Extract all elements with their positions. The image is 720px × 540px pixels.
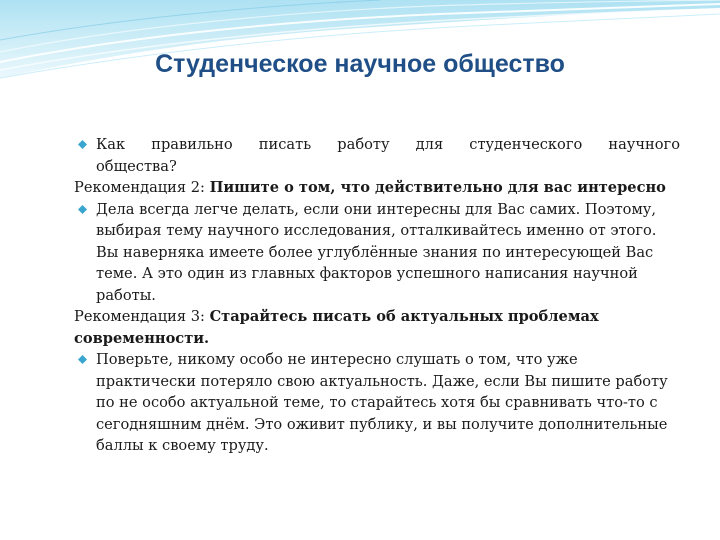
slide-title: Студенческое научное общество [155, 50, 565, 78]
bullet-icon [78, 205, 87, 214]
bullet-interest [74, 199, 680, 307]
bullet-question [74, 134, 680, 156]
bullet-interest-text: Дела всегда легче делать, если они интересны для Вас самих. Поэтому, выбирая тему научного исследования, отталкивайтесь именно от этого. Вы наверняка имеете более углублённые знания по интересующей Вас теме. А это один из главных факторов успешного написания научной работы. [96, 200, 657, 304]
bullet-relevance [74, 349, 680, 457]
bullet-relevance-text: Поверьте, никому особо не интересно слушать о том, что уже практически потеряло свою актуальность. Даже, если Вы пишите работу по не особо актуальной теме, то старайтесь хотя бы сравнивать что-то с сегодняшним днём. Это оживит публику, и вы получите дополнительные баллы к своему труду. [96, 351, 668, 454]
recommendation-2 [74, 177, 680, 199]
bullet-question-cont [74, 156, 680, 178]
recommendation-2-label: Рекомендация 2: [74, 179, 210, 196]
recommendation-3-text: Старайтесь писать об актуальных проблемах современности. [74, 308, 599, 347]
bullet-icon [78, 140, 87, 149]
slide-content [74, 134, 680, 457]
recommendation-3 [74, 306, 680, 349]
bullet-question-line2: общества? [96, 157, 177, 175]
recommendation-2-text: Пишите о том, что действительно для вас интересно [209, 179, 666, 196]
recommendation-3-label: Рекомендация 3: [74, 308, 210, 325]
bullet-question-line1: Как правильно писать работу для студенческого научного [96, 136, 680, 153]
bullet-icon [78, 355, 87, 364]
